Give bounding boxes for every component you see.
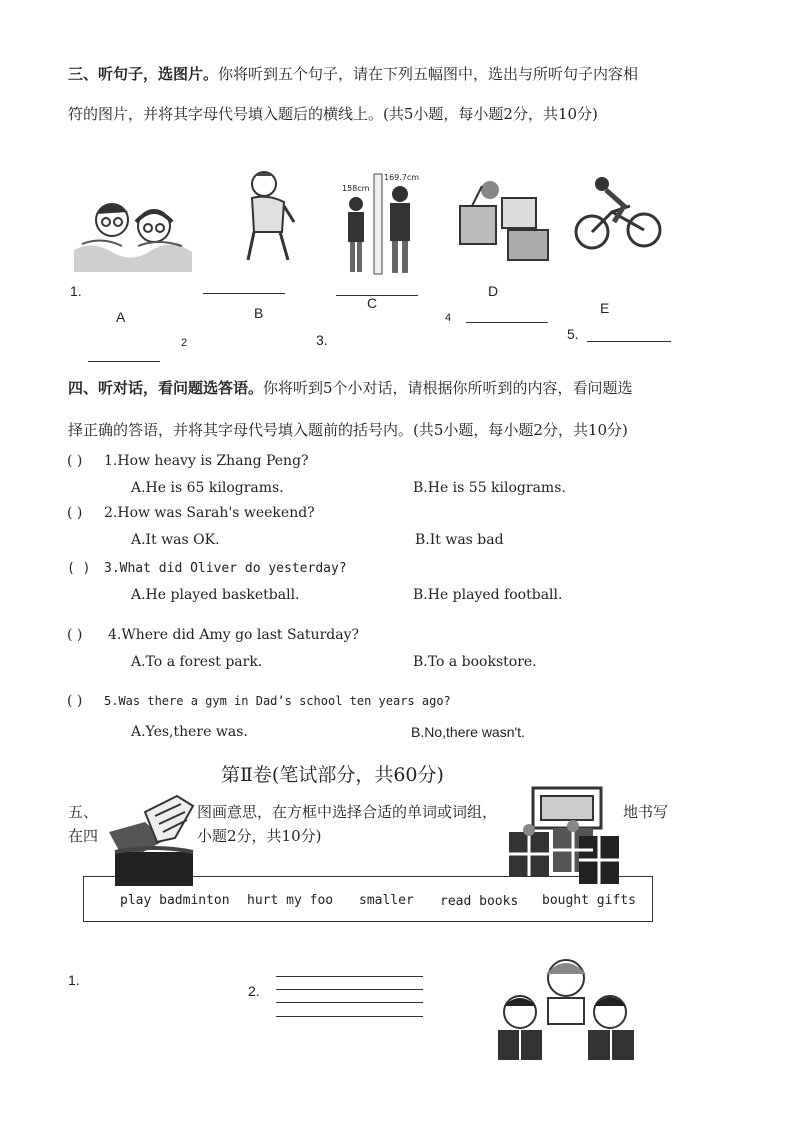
gifts-icon: [505, 780, 625, 892]
picture-letter-d: D: [488, 283, 499, 299]
question-4-option-b: B.To a bookstore.: [413, 654, 537, 670]
answer-paren-5[interactable]: ( ): [67, 693, 83, 709]
word-read-books: read books: [440, 894, 519, 909]
section4-heading-text: 你将听到5个小对话，请根据你所听到的内容，看问题选: [263, 379, 633, 397]
part2-title: 第Ⅱ卷(笔试部分，共60分): [221, 764, 444, 786]
picture-letter-a: A: [116, 309, 126, 325]
section3-heading-line1: [68, 64, 638, 84]
answer-paren-3[interactable]: ( ): [67, 561, 91, 576]
hurt-foot-icon: [105, 792, 197, 888]
writing-line-2[interactable]: [276, 989, 423, 990]
room-icon: [452, 176, 552, 266]
height-label-2: 169.7cm: [384, 173, 420, 182]
picture-letter-e: E: [600, 300, 610, 316]
item-number-1: 1.: [70, 283, 82, 299]
section4-heading-bold: 四、听对话，看问题选答语。: [68, 379, 264, 397]
section3-heading-text: 你将听到五个句子，请在下列五幅图中，选出与所听句子内容相: [218, 65, 639, 83]
answer-paren-1[interactable]: ( ): [67, 453, 83, 469]
section3-heading-bold: 三、听句子，选图片。: [68, 65, 219, 83]
item-number-4: 4: [445, 312, 452, 324]
picture-letter-b: B: [254, 305, 264, 321]
section5-frag-5: 小题2分，共10分): [197, 827, 322, 845]
answer-paren-2[interactable]: ( ): [67, 505, 83, 521]
writing-line-4[interactable]: [276, 1016, 423, 1017]
question-5: 5.Was there a gym in Dad’s school ten years ago?: [104, 694, 451, 708]
answer-blank-5[interactable]: [587, 341, 671, 342]
question-1: 1.How heavy is Zhang Peng?: [104, 453, 309, 469]
word-bought-gifts: bought gifts: [542, 893, 636, 908]
picture-letter-c: C: [367, 295, 378, 311]
section5-item-1: 1.: [68, 972, 80, 988]
question-5-option-a: A.Yes,there was.: [131, 724, 248, 740]
section5-frag-4: 在四: [68, 827, 99, 845]
question-1-option-a: A.He is 65 kilograms.: [131, 480, 284, 496]
answer-blank-1[interactable]: [203, 293, 285, 294]
writing-line-3[interactable]: [276, 1002, 423, 1003]
writing-line-1[interactable]: [276, 976, 423, 977]
section5-frag-1: 五、: [68, 803, 99, 821]
question-2: 2.How was Sarah's weekend?: [104, 505, 315, 521]
height-label-1: 158cm: [342, 184, 370, 193]
word-hurt-my-foot: hurt my foo: [247, 893, 334, 908]
answer-paren-4[interactable]: ( ): [67, 627, 83, 643]
answer-blank-3[interactable]: [88, 361, 160, 362]
answer-blank-4[interactable]: [466, 322, 548, 323]
section4-heading-line1: [68, 378, 633, 398]
question-4: 4.Where did Amy go last Saturday?: [108, 627, 359, 643]
section5-item-2: 2.: [248, 983, 260, 999]
boy-hurt-icon: [232, 166, 304, 266]
section5-frag-2: 图画意思，在方框中选择合适的单词或词组，: [197, 803, 498, 821]
question-4-option-a: A.To a forest park.: [131, 654, 263, 670]
question-3-option-a: A.He played basketball.: [131, 587, 300, 603]
item-number-2: 2: [181, 337, 188, 349]
item-number-5: 5.: [567, 326, 579, 342]
kids-reading-icon: [492, 956, 640, 1064]
cyclist-icon: [572, 172, 664, 252]
section4-heading-line2: 择正确的答语，并将其字母代号填入题前的括号内。(共5小题，每小题2分，共10分): [68, 421, 628, 439]
word-smaller: smaller: [359, 893, 414, 908]
two-kids-swimming-icon: [72, 180, 194, 272]
question-3-option-b: B.He played football.: [413, 587, 563, 603]
question-2-option-a: A.It was OK.: [131, 532, 220, 548]
question-1-option-b: B.He is 55 kilograms.: [413, 480, 566, 496]
section3-heading-line2: 符的图片，并将其字母代号填入题后的横线上。(共5小题，每小题2分，共10分): [68, 105, 598, 123]
item-number-3: 3.: [316, 332, 328, 348]
word-play-badminton: play badminton: [120, 893, 230, 908]
section5-frag-3: 地书写: [623, 803, 669, 821]
question-2-option-b: B.It was bad: [415, 532, 504, 548]
question-5-option-b: B.No,there wasn't.: [411, 724, 525, 740]
question-3: 3.What did Oliver do yesterday?: [104, 561, 347, 576]
